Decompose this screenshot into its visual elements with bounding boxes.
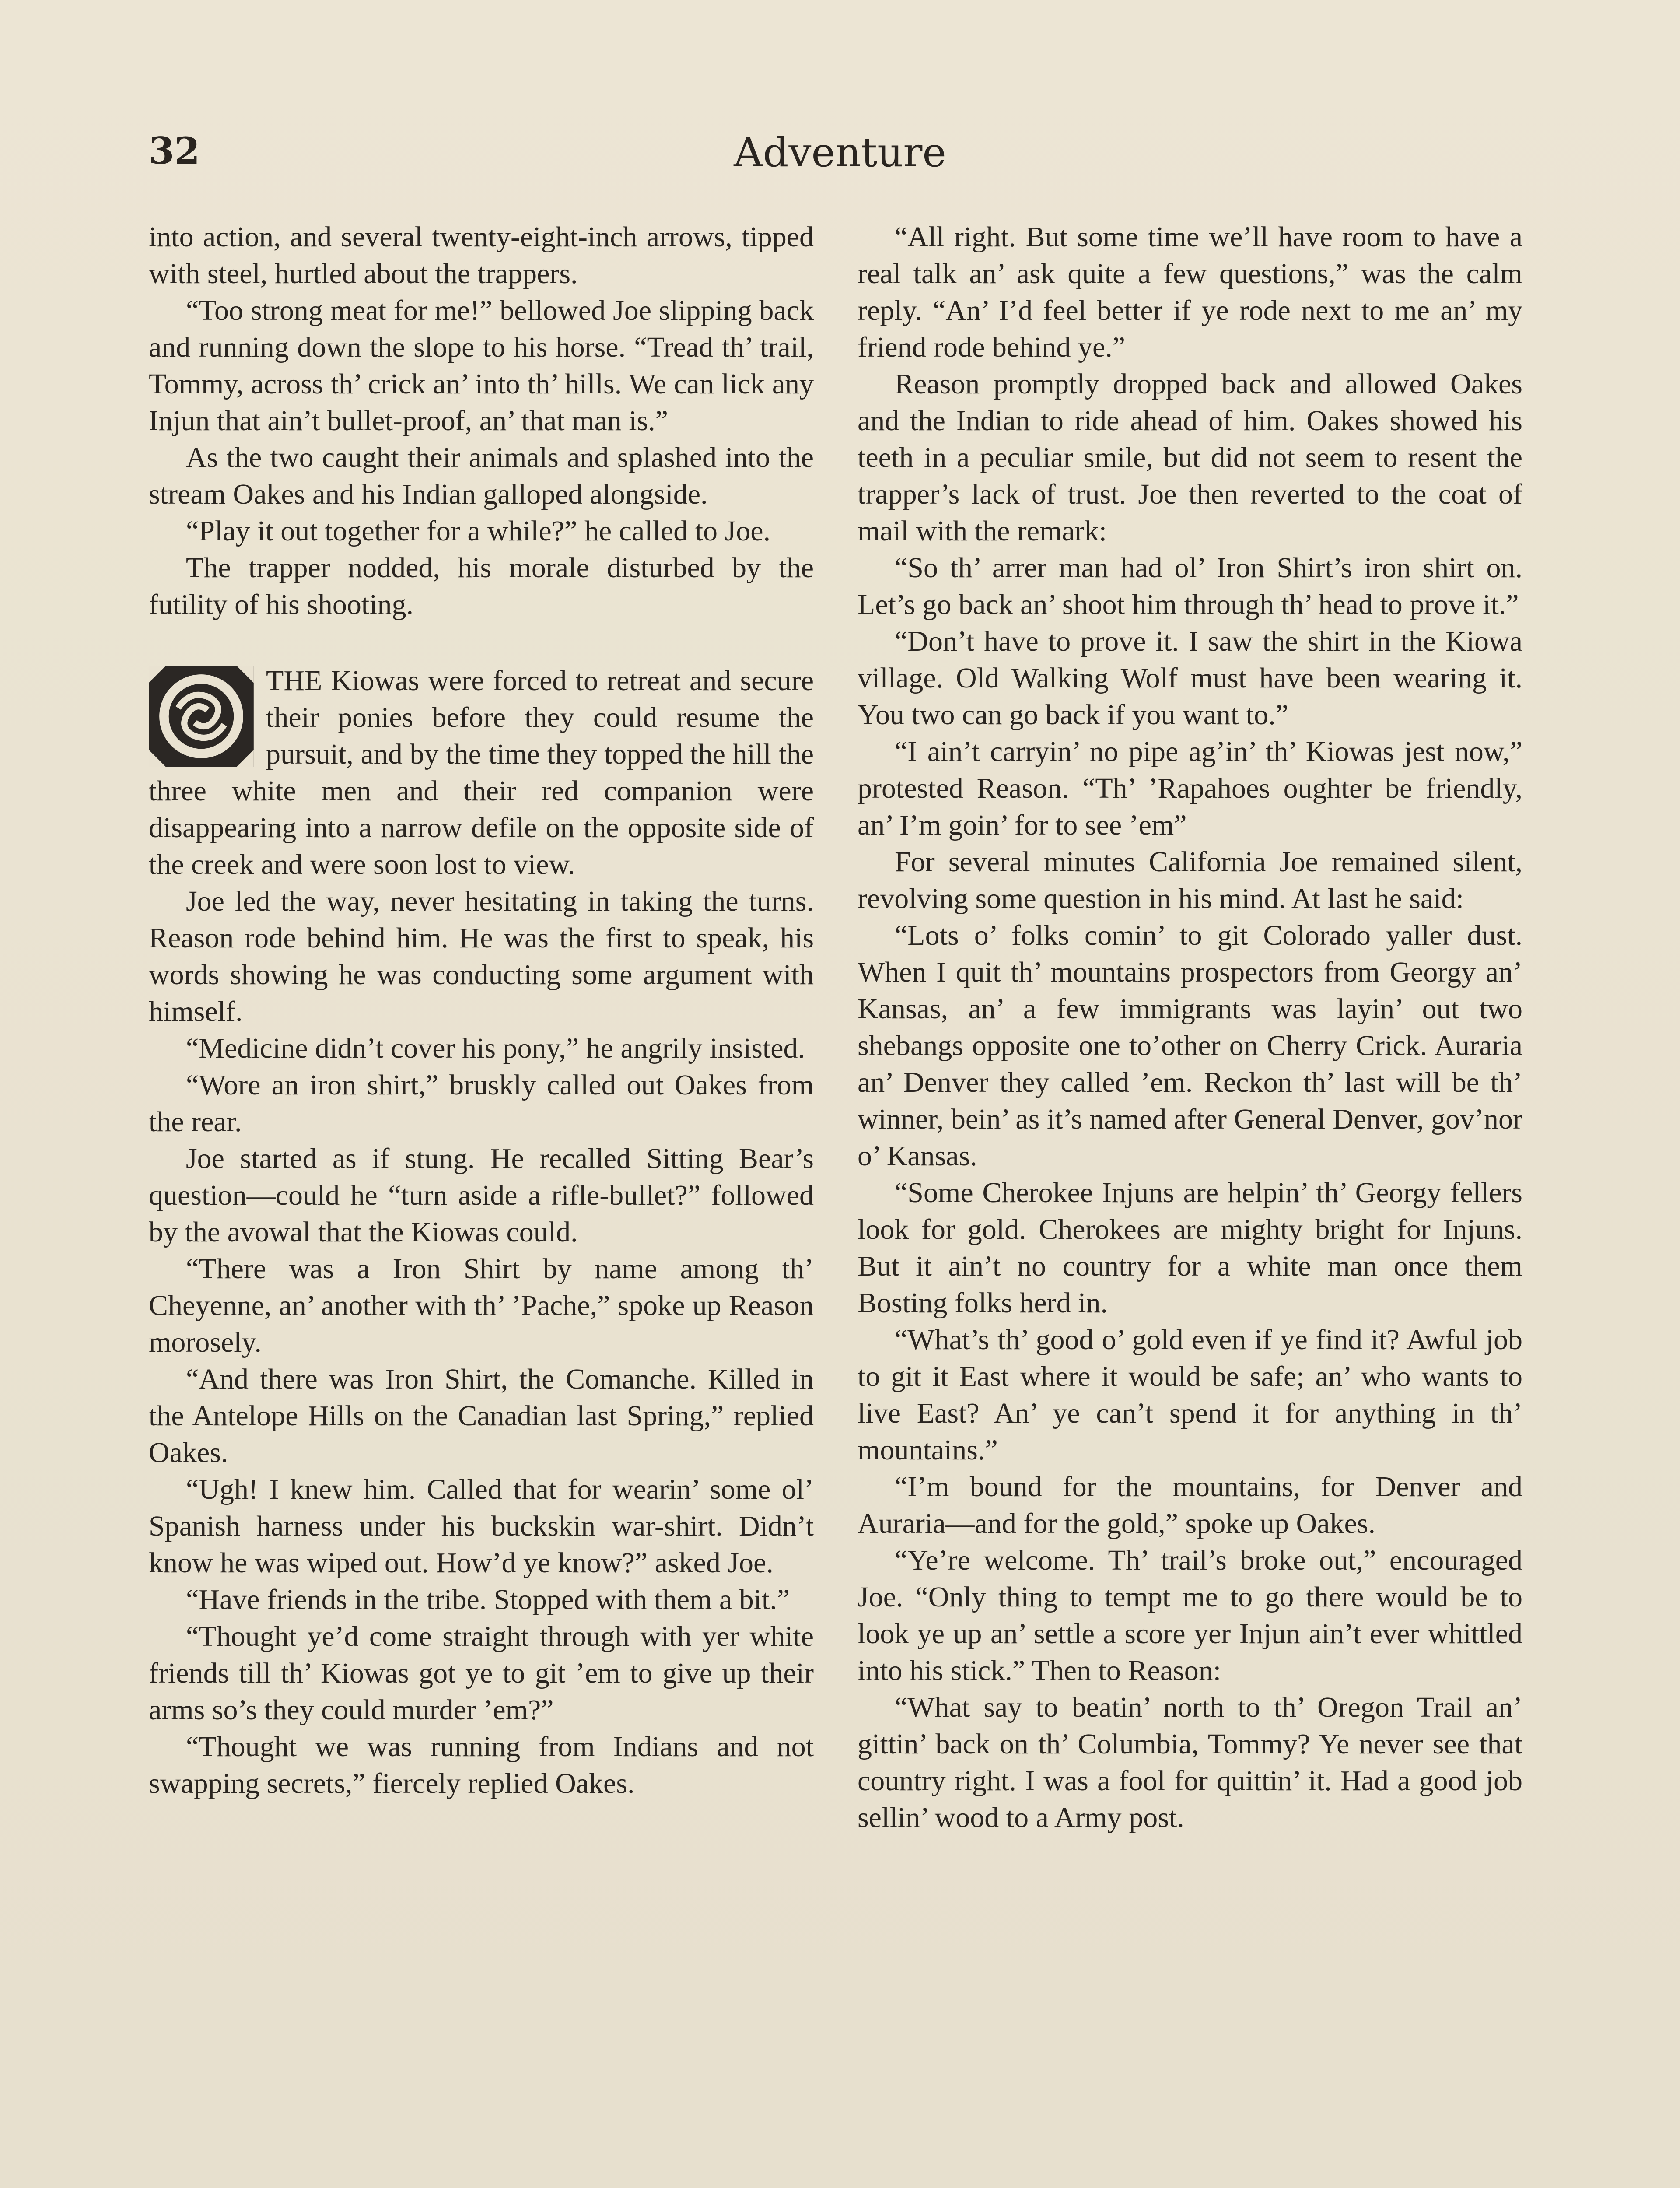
right-column (858, 219, 1522, 1836)
paragraph: into action, and several twenty-eight-inch arrows, tipped with steel, hurtled about the trappers. (149, 221, 814, 290)
paragraph: For several minutes California Joe remained silent, revolving some question in his mind. At last he said: (858, 846, 1522, 915)
paragraph: “Medicine didn’t cover his pony,” he angrily insisted. (186, 1032, 805, 1064)
paragraph: Reason promptly dropped back and allowed Oakes and the Indian to ride ahead of him. Oakes showed his teeth in a peculiar smile, but did not seem to resent the trapper’s lack of trust. Joe then reverted to the coat of mail with the remark: (858, 368, 1522, 547)
paragraph: As the two caught their animals and splashed into the stream Oakes and his Indian galloped alongside. (149, 442, 814, 510)
paragraph: “Some Cherokee Injuns are helpin’ th’ Georgy fellers look for gold. Cherokees are mighty bright for Injuns. But it ain’t no country for a white man once them Bosting folks herd in. (858, 1177, 1522, 1319)
running-title: Adventure (734, 129, 946, 176)
paragraph: “Ugh! I knew him. Called that for wearin’ some ol’ Spanish harness under his buckskin war-shirt. Didn’t know he was wiped out. How’d ye know?” asked Joe. (149, 1473, 814, 1579)
paragraph: “There was a Iron Shirt by name among th’ Cheyenne, an’ another with th’ ’Pache,” spoke up Reason morosely. (149, 1253, 814, 1358)
paragraph: “Wore an iron shirt,” bruskly called out Oakes from the rear. (149, 1069, 814, 1138)
paragraph: “Don’t have to prove it. I saw the shirt in the Kiowa village. Old Walking Wolf must have been wearing it. You two can go back if you want to.” (858, 625, 1522, 731)
paragraph: “All right. But some time we’ll have room to have a real talk an’ ask quite a few questions,” was the calm reply. “An’ I’d feel better if ye rode next to me an’ my friend rode behind ye.” (858, 221, 1522, 363)
paragraph: “Too strong meat for me!” bellowed Joe slipping back and running down the slope to his horse. “Tread th’ trail, Tommy, across th’ crick an’ into th’ hills. We can lick any Injun that ain’t bullet-proof, an’ that man is.” (149, 295, 814, 437)
paragraph: “What’s th’ good o’ gold even if ye find it? Awful job to git it East where it would be safe; an’ who wants to live East? An’ ye can’t spend it for anything in th’ mountains.” (858, 1324, 1522, 1466)
paragraph: Joe led the way, never hesitating in taking the turns. Reason rode behind him. He was the first to speak, his words showing he was conducting some argument with himself. (149, 885, 814, 1027)
page-number: 32 (149, 129, 200, 172)
paragraph: “Have friends in the tribe. Stopped with them a bit.” (186, 1584, 790, 1616)
page-header (149, 129, 1531, 186)
paragraph: “Thought we was running from Indians and not swapping secrets,” fiercely replied Oakes. (149, 1731, 814, 1799)
section-start (149, 663, 814, 883)
left-column (149, 219, 814, 1802)
paragraph: “Lots o’ folks comin’ to git Colorado yaller dust. When I quit th’ mountains prospectors from Georgy an’ Kansas, an’ a few immigrants was layin’ out two shebangs opposite one to’other on Cherry Crick. Auraria an’ Denver they called ’em. Reckon th’ last will be th’ winner, bein’ as it’s named after General Denver, gov’nor o’ Kansas. (858, 919, 1522, 1172)
paragraph: “What say to beatin’ north to th’ Oregon Trail an’ gittin’ back on th’ Columbia, Tommy? Ye never see that country right. I was a fool for quittin’ it. Had a good job sellin’ wood to a Army post. (858, 1691, 1522, 1834)
paragraph: Joe started as if stung. He recalled Sitting Bear’s question—could he “turn aside a rifle-bullet?” followed by the avowal that the Kiowas could. (149, 1143, 814, 1248)
paragraph: The trapper nodded, his morale disturbed by the futility of his shooting. (149, 552, 814, 621)
paragraph: “Play it out together for a while?” he called to Joe. (186, 515, 771, 547)
paragraph: “Ye’re welcome. Th’ trail’s broke out,” encouraged Joe. “Only thing to tempt me to go there would be to look ye up an’ settle a score yer Injun ain’t ever whittled into his stick.” Then to Reason: (858, 1544, 1522, 1687)
paragraph: “So th’ arrer man had ol’ Iron Shirt’s iron shirt on. Let’s go back an’ shoot him through th’ head to prove it.” (858, 552, 1522, 621)
section-ornament-icon (149, 666, 254, 767)
paragraph: “And there was Iron Shirt, the Comanche. Killed in the Antelope Hills on the Canadian last Spring,” replied Oakes. (149, 1363, 814, 1469)
paragraph: “I ain’t carryin’ no pipe ag’in’ th’ Kiowas jest now,” protested Reason. “Th’ ’Rapahoes oughter be friendly, an’ I’m goin’ for to see ’em” (858, 736, 1522, 841)
paragraph: “Thought ye’d come straight through with yer white friends till th’ Kiowas got ye to git ’em to give up their arms so’s they could murder ’em?” (149, 1620, 814, 1726)
paragraph: THE Kiowas were forced to retreat and secure their ponies before they could resume the pursuit, and by the time they topped the hill the three white men and their red companion were disappearing into a narrow defile on the opposite side of the creek and were soon lost to view. (149, 665, 814, 880)
paragraph: “I’m bound for the mountains, for Denver and Auraria—and for the gold,” spoke up Oakes. (858, 1471, 1522, 1539)
